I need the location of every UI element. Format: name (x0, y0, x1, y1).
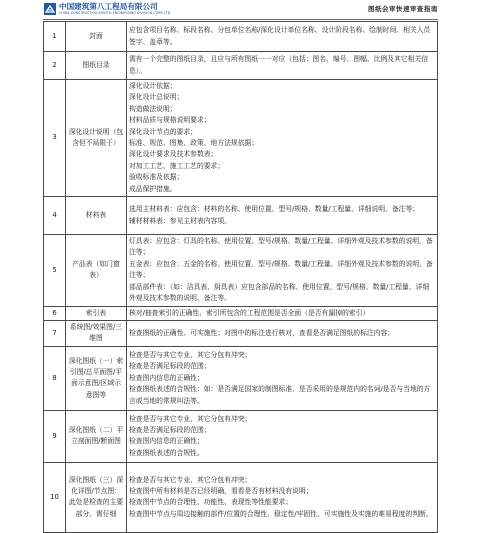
row-content: 检查图纸的正确性、可实施性；对图中的标注进行核对，查看是否满足图纸的标注内容； (127, 320, 438, 346)
row-item: 深化设计说明（包含但不局限于） (66, 80, 127, 197)
row-item: 产品表（如门窗表） (66, 235, 127, 306)
table-row (44, 52, 438, 80)
row-content: 检查是否与其它专业、其它分包有冲突； 检查是否满足标段的范围； 检查图内信息的正确性； 检查图纸表述的合规性：如：是否满足国家的制图标准、是否采用的是规范内的名词/是否与当地的方言或当地的常规叫法等。 (127, 346, 438, 410)
table-row (44, 235, 438, 306)
row-number: 2 (44, 52, 66, 80)
row-number: 4 (44, 197, 66, 235)
row-item: 系统图/效果图/三维图 (66, 320, 127, 346)
row-content: 应包含项目名称、标段名称、分包单位名称/深化设计单位名称、设计阶段名称、绘制时间、相关人员签字、盖章等。 (127, 22, 438, 52)
table-row (44, 306, 438, 320)
row-content: 检查是否与其它专业、其它分包有冲突； 检查图中所有材料是否已经明确，看看是否有材料没有说明； 检查图中节点的合理性、功能性、表现性等性能要求； 检查图中节点与周边接触的部件/位置的合理性、稳定性/牢固性、可实施性及实施的难易程度的判断。 (127, 462, 438, 532)
row-item: 深化图纸（三）深化详图/节点图：此处是检查的主要部分。需仔细 (66, 462, 127, 532)
row-item: 封面 (66, 22, 127, 52)
table-row (44, 320, 438, 346)
table-row (44, 410, 438, 462)
row-number: 1 (44, 22, 66, 52)
table-row (44, 197, 438, 235)
row-number: 9 (44, 410, 66, 462)
row-number: 5 (44, 235, 66, 306)
row-content: 选用主材料表：应包含：材料的名称、使用位置、型号/规格、数量/工程量、详细说明、备注等； 辅材材料表：参见主材表内容项。 (127, 197, 438, 235)
table-row (44, 462, 438, 532)
company-name: 中国建筑第八工程局有限公司 (59, 2, 158, 11)
row-item: 深化图纸（一）索引图/总平面图/平面示意图/区域示意图等 (66, 346, 127, 410)
company-logo-icon (44, 3, 56, 15)
row-number: 3 (44, 80, 66, 197)
header-divider (43, 19, 438, 20)
row-content: 需有一个完整的图纸目录，且应与所有图纸一一对应（包括：图名、编号、图幅、比例及其它相关信息）。 (127, 52, 438, 80)
table-row (44, 22, 438, 52)
table-row (44, 346, 438, 410)
row-item: 深化图纸（二）平立剖面图/断面图 (66, 410, 127, 462)
row-content: 深化设计依据； 深化设计总说明； 构造做法说明； 材料品质与规格说明要求； 深化设计节点的要求； 标准、规范、图集、政策、地方法规依据； 深化设计要求及技术参数表； 对加工工艺、施工工艺的要求； 验收标准及依据； 成品保护措施。 (127, 80, 438, 197)
row-number: 6 (44, 306, 66, 320)
row-item: 图纸目录 (66, 52, 127, 80)
row-number: 10 (44, 462, 66, 532)
row-item: 索引表 (66, 306, 127, 320)
row-item: 材料表 (66, 197, 127, 235)
row-number: 8 (44, 346, 66, 410)
document-title: 图纸会审快速审查指南 (368, 5, 438, 13)
table-row (44, 80, 438, 197)
row-content: 检查是否与其它专业、其它分包有冲突； 检查是否满足标段的范围； 检查图内信息的正确性； 检查图纸表述的合规性。 (127, 410, 438, 462)
company-name-en: CHINA CONSTRUCTION EIGHTH ENGINEERING DIVISION CORP.,LTD (59, 11, 171, 15)
page-header (0, 0, 480, 20)
row-content: 核对/抽查索引的正确性、索引所包含的工程范围是否全面（是否有漏掉的索引） (127, 306, 438, 320)
review-checklist-table (43, 21, 438, 533)
row-number: 7 (44, 320, 66, 346)
row-content: 灯具表：应包含：灯具的名称、使用位置、型号/规格、数量/工程量、详细外观及技术参数的说明、备注等； 五金表：应包含：五金的名称、使用位置、型号/规格、数量/工程量、详细外观及技术参数的说明、备注等； 部品部件表：（如：洁具表、厨具表）应包含部品的名称、使用位置、型号/规格、数量/工程量、详细外观及技术参数的说明、备注等。 (127, 235, 438, 306)
